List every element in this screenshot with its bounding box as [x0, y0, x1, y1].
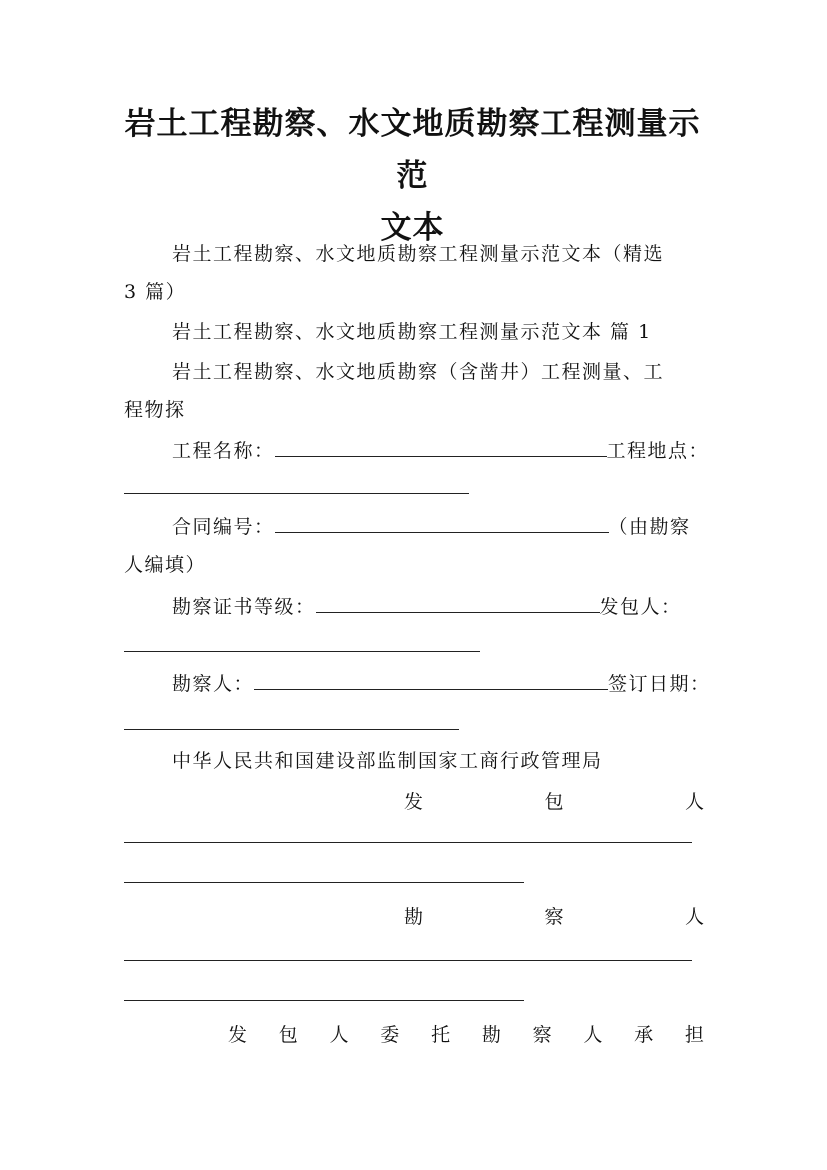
project-location-blank[interactable] [124, 493, 469, 494]
last-char-4: 委 [380, 1024, 400, 1046]
project-name-blank[interactable] [275, 434, 607, 457]
last-char-9: 承 [634, 1024, 654, 1046]
contract-no-blank[interactable] [275, 510, 609, 533]
contract-title-line-2: 程物探 [124, 399, 186, 421]
project-name-row [172, 433, 710, 469]
sign-date-blank[interactable] [124, 729, 459, 730]
cert-grade-label: 勘察证书等级： [172, 596, 316, 618]
document-title [110, 98, 715, 254]
last-char-5: 托 [431, 1024, 451, 1046]
surveyor-spaced-row [404, 899, 704, 935]
client-signature-line-1[interactable] [124, 842, 692, 843]
client-blank[interactable] [124, 651, 480, 652]
last-char-7: 察 [532, 1024, 552, 1046]
client-char-3: 人 [684, 791, 704, 813]
client-signature-line-2[interactable] [124, 882, 524, 883]
client-spaced-row [404, 784, 704, 820]
intro-line-2: 3 篇） [124, 281, 187, 303]
cert-grade-row [172, 589, 704, 625]
title-line-1: 岩土工程勘察、水文地质勘察工程测量示范 [124, 106, 701, 194]
project-name-label: 工程名称： [172, 440, 275, 462]
surveyor-char-1: 勘 [404, 906, 424, 928]
contract-no-label: 合同编号： [172, 516, 275, 538]
surveyor-char-3: 人 [684, 906, 704, 928]
last-char-10: 担 [684, 1024, 704, 1046]
intro-line-1: 岩土工程勘察、水文地质勘察工程测量示范文本（精选 [172, 243, 665, 265]
last-char-8: 人 [583, 1024, 603, 1046]
surveyor-signature-line-2[interactable] [124, 1000, 524, 1001]
title-line-2: 文本 [380, 210, 445, 246]
last-char-1: 发 [228, 1024, 248, 1046]
contract-title-line-1: 岩土工程勘察、水文地质勘察（含凿井）工程测量、工 [172, 361, 665, 383]
chapter-heading: 岩土工程勘察、水文地质勘察工程测量示范文本 篇 1 [172, 321, 652, 343]
contract-no-note-1: （由勘察 [608, 516, 691, 538]
surveyor-char-2: 察 [544, 906, 564, 928]
last-line [228, 1017, 704, 1053]
sign-date-label: 签订日期： [608, 673, 711, 695]
contract-no-row [172, 509, 704, 545]
last-char-6: 勘 [481, 1024, 501, 1046]
surveyor-blank[interactable] [254, 667, 608, 690]
last-char-3: 人 [329, 1024, 349, 1046]
last-char-2: 包 [278, 1024, 298, 1046]
issuer-line: 中华人民共和国建设部监制国家工商行政管理局 [172, 750, 603, 772]
client-char-2: 包 [544, 791, 564, 813]
client-label: 发包人： [599, 596, 682, 618]
surveyor-row [172, 666, 711, 702]
cert-grade-blank[interactable] [316, 590, 600, 613]
contract-no-note-2: 人编填） [124, 554, 207, 576]
surveyor-label: 勘察人： [172, 673, 255, 695]
client-char-1: 发 [404, 791, 424, 813]
surveyor-signature-line-1[interactable] [124, 960, 692, 961]
project-location-label: 工程地点： [606, 440, 710, 462]
